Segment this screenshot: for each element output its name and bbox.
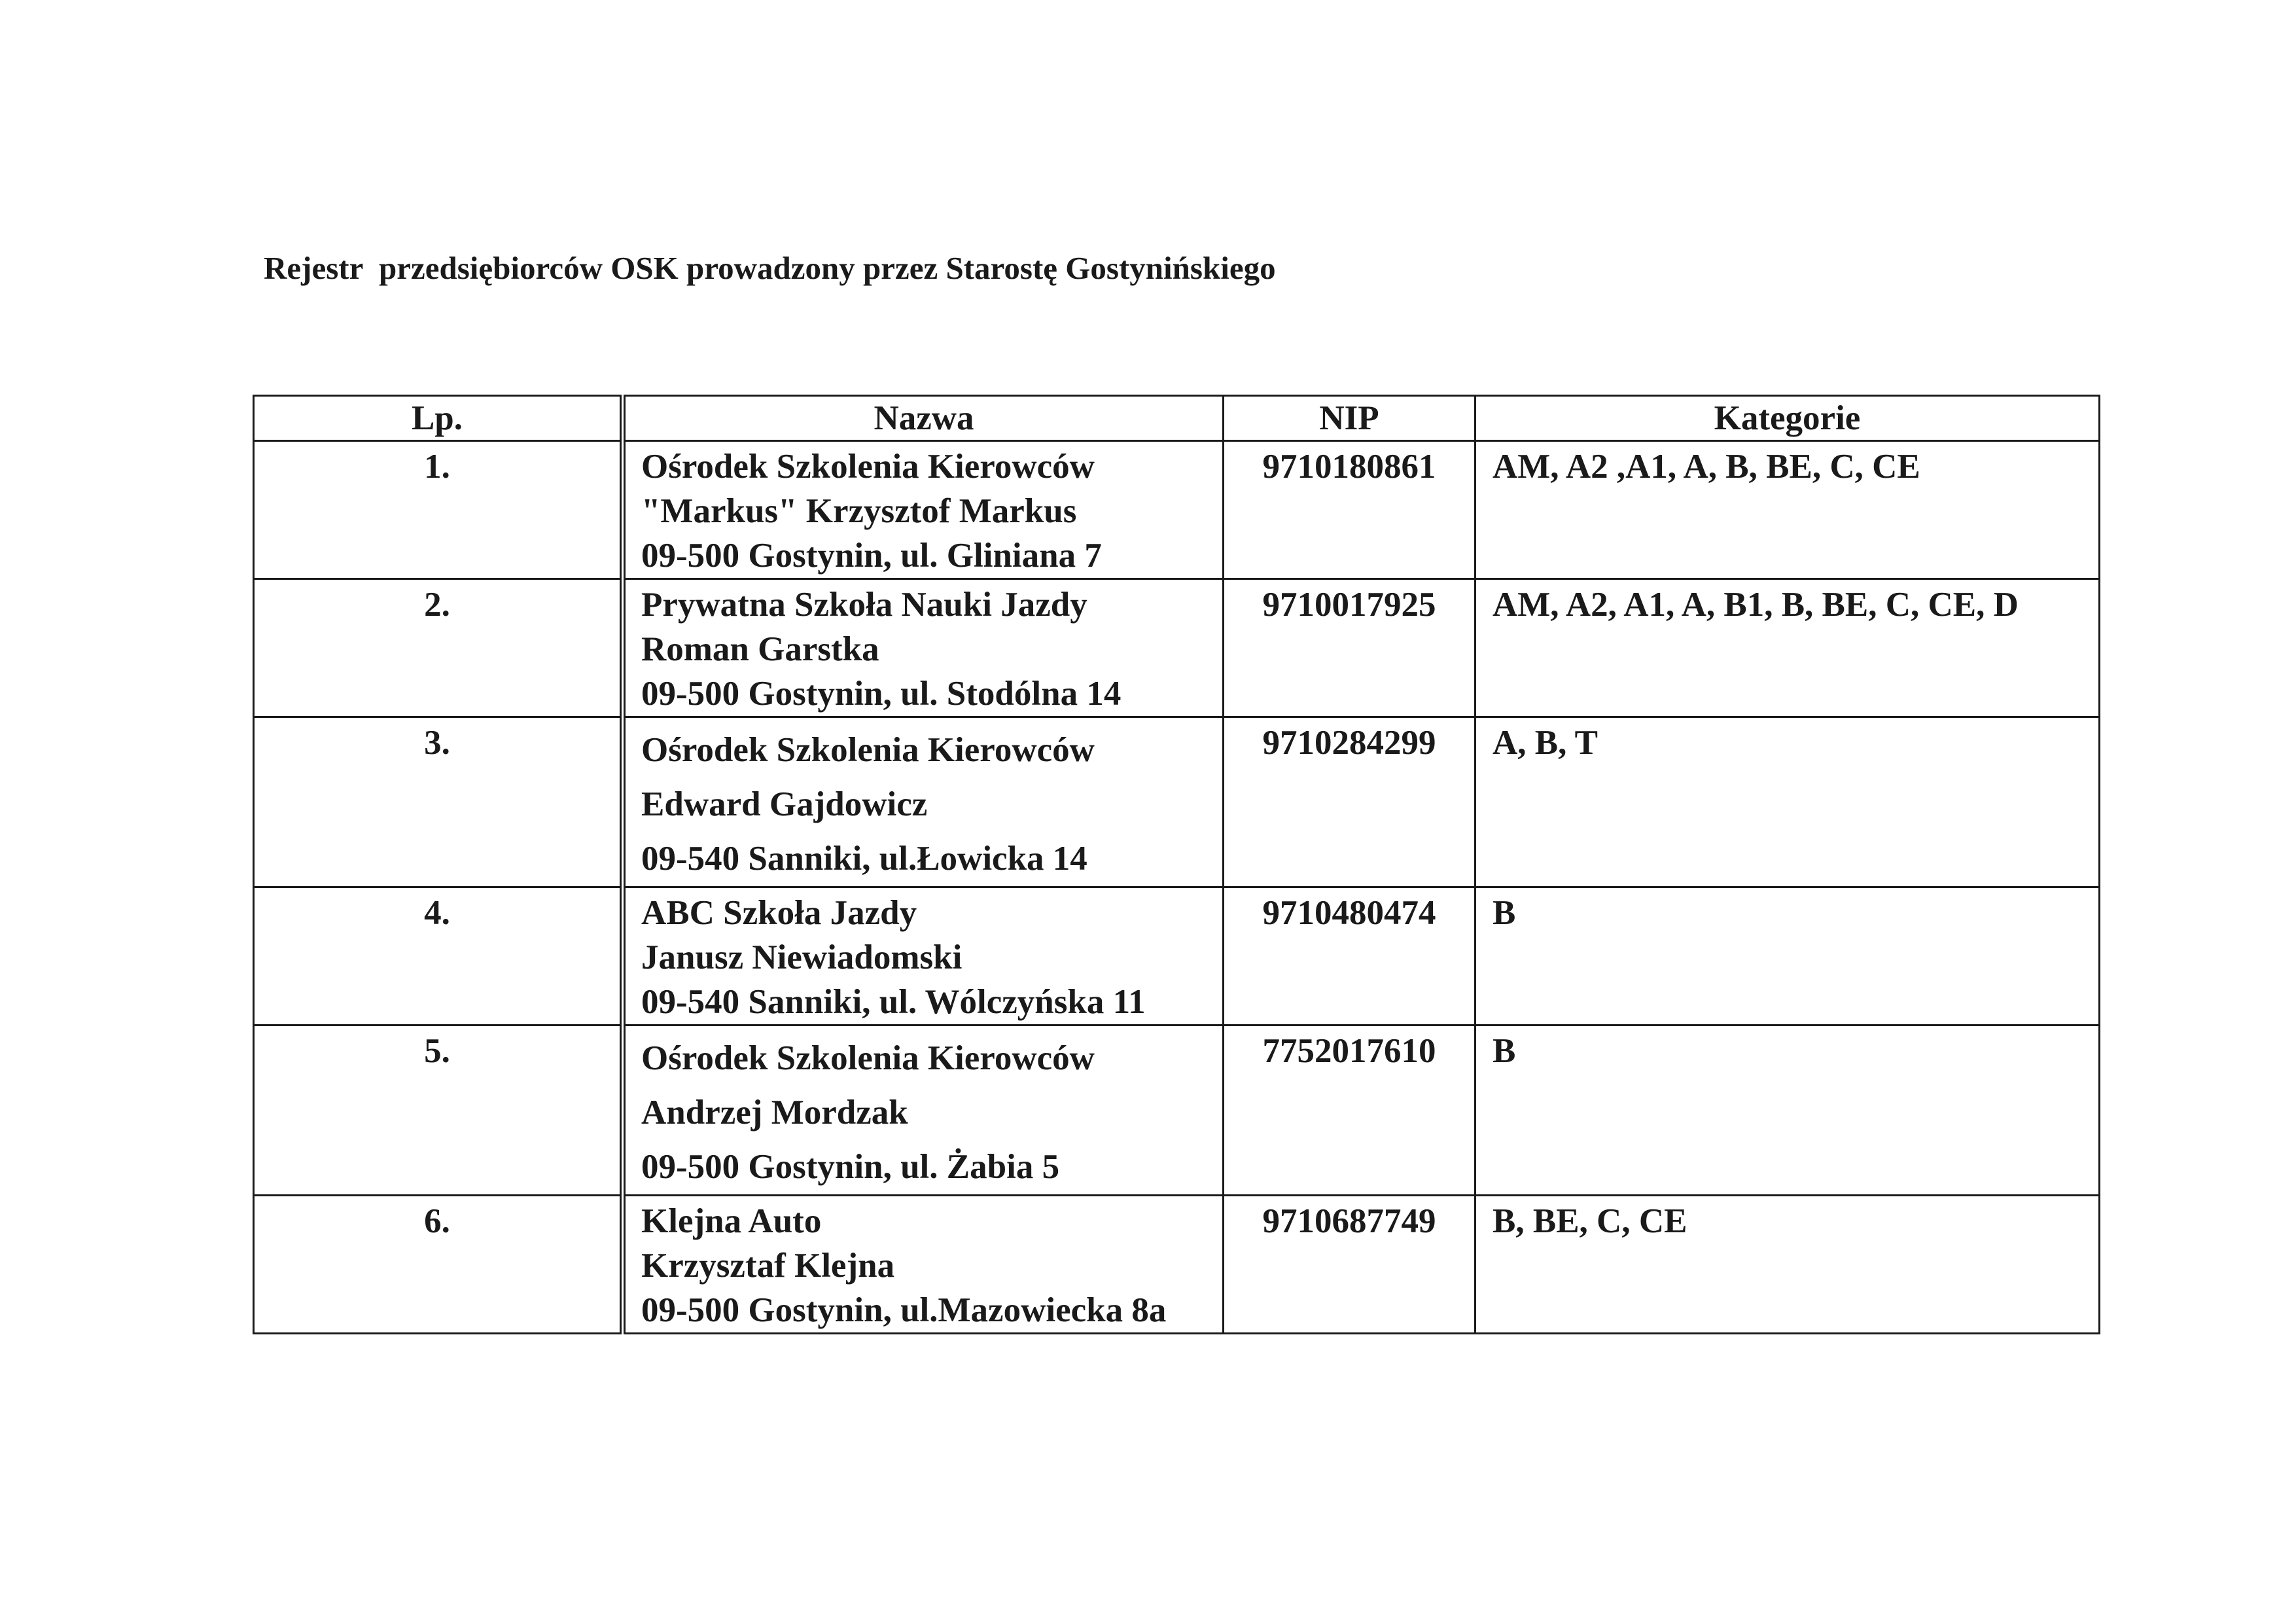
row-number: 4. bbox=[424, 894, 450, 932]
school-address-line: 09-500 Gostynin, ul. Żabia 5 bbox=[641, 1148, 1060, 1186]
school-name-line: Klejna Auto bbox=[641, 1202, 822, 1240]
categories-value: B bbox=[1492, 1032, 1516, 1070]
nip-cell bbox=[1224, 1026, 1475, 1196]
school-owner-line: Edward Gajdowicz bbox=[641, 785, 928, 823]
categories-value: AM, A2, A1, A, B1, B, BE, C, CE, D bbox=[1492, 586, 2019, 624]
row-number-cell bbox=[254, 1196, 623, 1334]
header-lp: Lp. bbox=[254, 396, 623, 441]
school-name-cell bbox=[623, 887, 1224, 1026]
school-name-cell bbox=[623, 1196, 1224, 1334]
row-number-cell bbox=[254, 887, 623, 1026]
school-owner-line: Janusz Niewiadomski bbox=[641, 938, 963, 976]
categories-cell bbox=[1475, 887, 2100, 1026]
nip-cell bbox=[1224, 717, 1475, 887]
school-owner-line: Krzysztaf Klejna bbox=[641, 1247, 895, 1285]
table-row bbox=[254, 887, 2100, 1026]
table-row bbox=[254, 1196, 2100, 1334]
row-number: 6. bbox=[424, 1202, 450, 1240]
header-nip: NIP bbox=[1224, 396, 1475, 441]
nip-value: 9710480474 bbox=[1262, 894, 1436, 932]
table-header-row bbox=[254, 396, 2100, 441]
school-name-line: Ośrodek Szkolenia Kierowców bbox=[641, 448, 1095, 486]
categories-cell bbox=[1475, 1026, 2100, 1196]
nip-value: 7752017610 bbox=[1262, 1032, 1436, 1070]
document-title: Rejestr przedsiębiorców OSK prowadzony przez Starostę Gostynińskiego bbox=[264, 250, 1276, 286]
school-name-cell bbox=[623, 717, 1224, 887]
table-row bbox=[254, 441, 2100, 579]
osk-register-table bbox=[253, 395, 2100, 1334]
header-name: Nazwa bbox=[623, 396, 1224, 441]
nip-cell bbox=[1224, 441, 1475, 579]
school-owner-line: Roman Garstka bbox=[641, 630, 879, 668]
row-number: 5. bbox=[424, 1032, 450, 1070]
school-name-line: ABC Szkoła Jazdy bbox=[641, 894, 917, 932]
school-name-cell bbox=[623, 441, 1224, 579]
school-address-line: 09-540 Sanniki, ul. Wólczyńska 11 bbox=[641, 983, 1146, 1021]
school-name-line: Prywatna Szkoła Nauki Jazdy bbox=[641, 586, 1087, 624]
school-owner-line: Andrzej Mordzak bbox=[641, 1094, 908, 1132]
categories-value: B, BE, C, CE bbox=[1492, 1202, 1687, 1240]
school-name-line: Ośrodek Szkolenia Kierowców bbox=[641, 731, 1095, 769]
row-number-cell bbox=[254, 579, 623, 717]
nip-value: 9710180861 bbox=[1262, 448, 1436, 486]
nip-cell bbox=[1224, 579, 1475, 717]
row-number: 3. bbox=[424, 724, 450, 762]
school-address-line: 09-500 Gostynin, ul. Stodólna 14 bbox=[641, 675, 1122, 713]
nip-value: 9710284299 bbox=[1262, 724, 1436, 762]
categories-cell bbox=[1475, 579, 2100, 717]
categories-cell bbox=[1475, 717, 2100, 887]
school-name-cell bbox=[623, 579, 1224, 717]
row-number-cell bbox=[254, 717, 623, 887]
row-number: 2. bbox=[424, 586, 450, 624]
nip-value: 9710687749 bbox=[1262, 1202, 1436, 1240]
school-address-line: 09-500 Gostynin, ul. Gliniana 7 bbox=[641, 537, 1102, 575]
school-address-line: 09-540 Sanniki, ul.Łowicka 14 bbox=[641, 840, 1087, 878]
categories-cell bbox=[1475, 441, 2100, 579]
school-name-line: Ośrodek Szkolenia Kierowców bbox=[641, 1039, 1095, 1077]
school-address-line: 09-500 Gostynin, ul.Mazowiecka 8a bbox=[641, 1291, 1167, 1329]
categories-value: B bbox=[1492, 894, 1516, 932]
categories-cell bbox=[1475, 1196, 2100, 1334]
row-number: 1. bbox=[424, 448, 450, 486]
school-name-cell bbox=[623, 1026, 1224, 1196]
school-owner-line: "Markus" Krzysztof Markus bbox=[641, 492, 1077, 530]
table-row bbox=[254, 579, 2100, 717]
header-categories: Kategorie bbox=[1475, 396, 2100, 441]
categories-value: AM, A2 ,A1, A, B, BE, C, CE bbox=[1492, 448, 1920, 486]
row-number-cell bbox=[254, 1026, 623, 1196]
row-number-cell bbox=[254, 441, 623, 579]
nip-value: 9710017925 bbox=[1262, 586, 1436, 624]
nip-cell bbox=[1224, 1196, 1475, 1334]
nip-cell bbox=[1224, 887, 1475, 1026]
categories-value: A, B, T bbox=[1492, 724, 1598, 762]
table-row bbox=[254, 717, 2100, 887]
table-row bbox=[254, 1026, 2100, 1196]
